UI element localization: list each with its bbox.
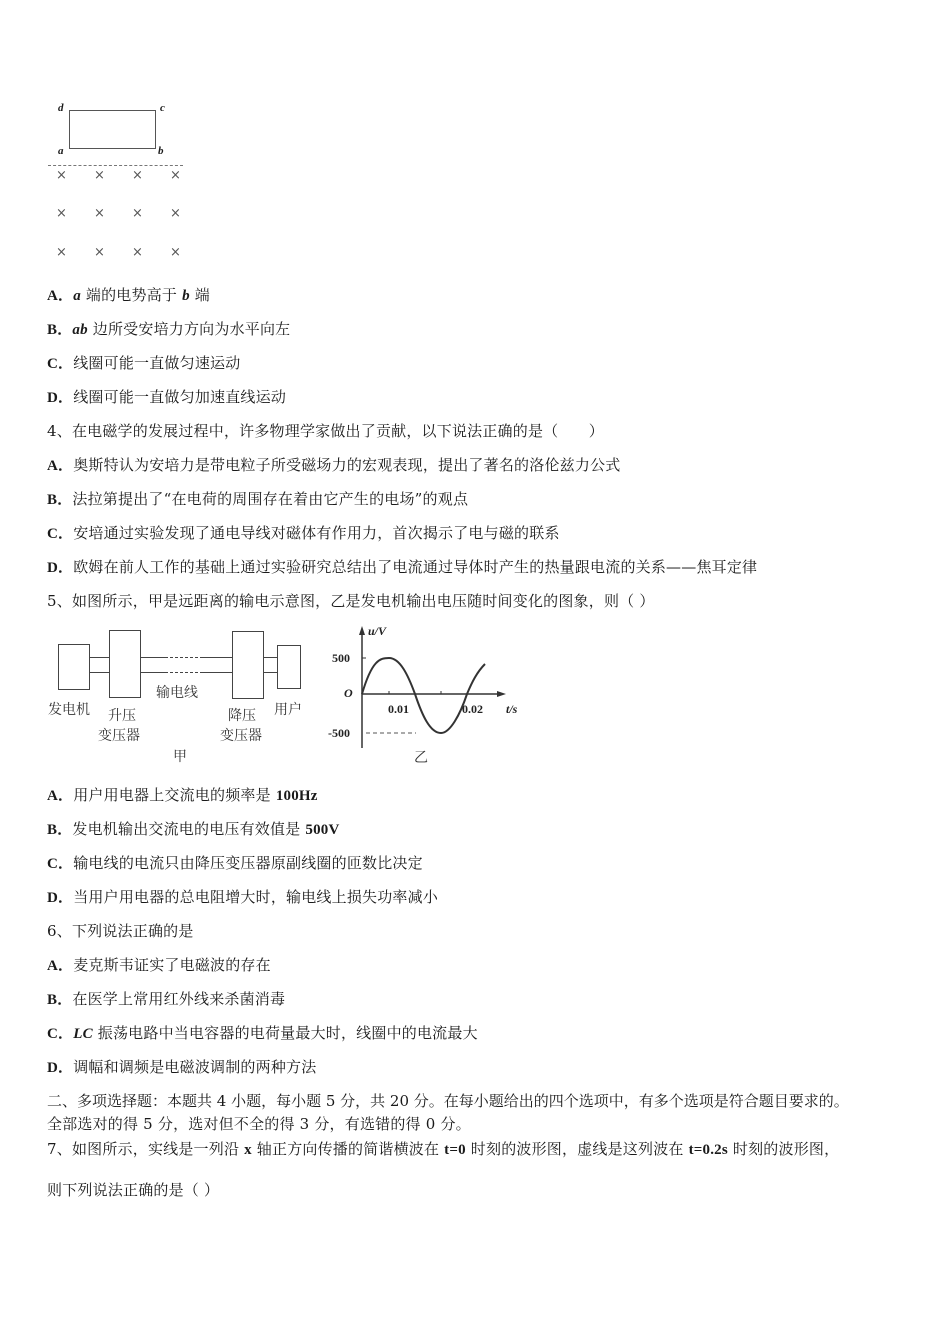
field-cross-icon: × — [170, 206, 181, 221]
q7-text: 7、如图所示，实线是一列沿 — [47, 1140, 245, 1158]
option-letter: D． — [47, 1060, 74, 1076]
option-value: 500V — [305, 822, 340, 838]
field-boundary-dashed-line — [48, 165, 183, 166]
wire — [263, 657, 277, 658]
section2-instructions-line1: 二、多项选择题：本题共 4 小题，每小题 5 分，共 20 分。在每小题给出的四个选项中，有多个选项是符合题目要求的。 — [47, 1092, 849, 1110]
q4-option-b — [47, 489, 468, 510]
option-letter: C． — [47, 856, 74, 872]
option-text: 调幅和调频是电磁波调制的两种方法 — [73, 1058, 317, 1076]
field-cross-icon: × — [170, 245, 181, 260]
user-box — [277, 645, 301, 689]
field-cross-icon: × — [170, 168, 181, 183]
option-text: 线圈可能一直做匀速运动 — [73, 354, 241, 372]
y-min-label: -500 — [328, 726, 350, 740]
q4-option-d — [47, 557, 757, 578]
label-d: d — [58, 102, 64, 114]
option-letter: A． — [47, 958, 74, 974]
field-cross-icon: × — [56, 206, 67, 221]
option-text: 输电线的电流只由降压变压器原副线圈的匝数比决定 — [73, 854, 423, 872]
field-cross-icon: × — [94, 168, 105, 183]
q3-option-b — [47, 319, 290, 340]
x-axis-label: t/s — [506, 702, 518, 716]
option-text: 安培通过实验发现了通电导线对磁体有作用力，首次揭示了电与磁的联系 — [73, 524, 560, 542]
option-letter: D． — [47, 560, 74, 576]
label-step-down-2: 变压器 — [220, 728, 262, 744]
option-text: 端 — [189, 286, 210, 304]
q7-stem-line2: 则下列说法正确的是（ ） — [47, 1181, 220, 1199]
option-letter: B． — [47, 492, 73, 508]
option-letter: C． — [47, 356, 74, 372]
label-transmission-line: 输电线 — [156, 685, 198, 701]
option-letter: C． — [47, 1026, 74, 1042]
caption-jia: 甲 — [173, 749, 187, 765]
q3-option-d — [47, 387, 286, 408]
q7-text: 轴正方向传播的简谐横波在 — [251, 1140, 445, 1158]
generator-box — [58, 644, 90, 690]
italic-symbol: ab — [72, 322, 88, 338]
q7-var-x: x — [244, 1142, 252, 1158]
option-letter: A． — [47, 788, 74, 804]
q7-text: 时刻的波形图， — [727, 1140, 840, 1158]
transmission-line — [140, 657, 168, 658]
option-text: 麦克斯韦证实了电磁波的存在 — [73, 956, 271, 974]
transmission-line-break — [170, 657, 198, 658]
option-text: 用户用电器上交流电的频率是 — [73, 786, 276, 804]
q7-time-0.2s: t=0.2s — [688, 1142, 728, 1158]
option-letter: C． — [47, 526, 74, 542]
option-text: 线圈可能一直做匀加速直线运动 — [73, 388, 287, 406]
origin-label: O — [344, 686, 353, 700]
x-tick-0.02: 0.02 — [462, 702, 483, 716]
coil-figure — [48, 100, 188, 265]
q7-time-0: t=0 — [444, 1142, 466, 1158]
transmission-line — [200, 657, 232, 658]
step-down-transformer-box — [232, 631, 264, 699]
label-a: a — [58, 145, 64, 157]
voltage-time-graph — [322, 620, 532, 770]
field-cross-icon: × — [132, 206, 143, 221]
wire — [89, 672, 109, 673]
q3-option-a — [47, 285, 210, 306]
option-text: 在医学上常用红外线来杀菌消毒 — [72, 990, 286, 1008]
q5-option-c — [47, 853, 423, 874]
q6-option-b — [47, 989, 285, 1010]
label-c: c — [160, 102, 165, 114]
label-b: b — [158, 145, 164, 157]
q3-option-c — [47, 353, 240, 374]
coil-rectangle — [69, 110, 156, 149]
transmission-line-break — [170, 672, 198, 673]
label-step-up-2: 变压器 — [98, 728, 140, 744]
q5-option-a — [47, 785, 318, 806]
option-letter: D． — [47, 890, 74, 906]
field-cross-icon: × — [94, 206, 105, 221]
transmission-line — [200, 672, 232, 673]
option-value: 100Hz — [275, 788, 318, 804]
label-user: 用户 — [274, 702, 302, 718]
italic-symbol: b — [182, 288, 190, 304]
q6-option-c — [47, 1023, 478, 1044]
section2-instructions-line2: 全部选对的得 5 分，选对但不全的得 3 分，有选错的得 0 分。 — [47, 1115, 471, 1133]
y-axis-label: u/V — [368, 624, 387, 638]
label-generator: 发电机 — [48, 702, 90, 718]
q4-stem: 4、在电磁学的发展过程中，许多物理学家做出了贡献，以下说法正确的是（ ） — [47, 422, 604, 440]
caption-yi: 乙 — [414, 750, 428, 766]
wire — [89, 657, 109, 658]
option-text: 奥斯特认为安培力是带电粒子所受磁场力的宏观表现，提出了著名的洛伦兹力公式 — [73, 456, 621, 474]
y-max-label: 500 — [332, 651, 350, 665]
q4-option-a — [47, 455, 620, 476]
field-cross-icon: × — [56, 168, 67, 183]
q6-stem: 6、下列说法正确的是 — [47, 922, 194, 940]
step-up-transformer-box — [109, 630, 141, 698]
option-text: 欧姆在前人工作的基础上通过实验研究总结出了电流通过导体时产生的热量跟电流的关系——焦耳定律 — [73, 558, 758, 576]
label-step-down-1: 降压 — [228, 708, 256, 724]
transmission-line — [140, 672, 168, 673]
q7-text: 时刻的波形图，虚线是这列波在 — [465, 1140, 689, 1158]
field-cross-icon: × — [94, 245, 105, 260]
option-text: 端的电势高于 — [80, 286, 183, 304]
q6-option-d — [47, 1057, 316, 1078]
option-letter: B． — [47, 322, 73, 338]
option-text: 振荡电路中当电容器的电荷量最大时，线圈中的电流最大 — [92, 1024, 478, 1042]
field-cross-icon: × — [56, 245, 67, 260]
option-letter: B． — [47, 992, 73, 1008]
option-letter: A． — [47, 458, 74, 474]
option-letter: B． — [47, 822, 73, 838]
q6-option-a — [47, 955, 271, 976]
q5-option-d — [47, 887, 438, 908]
option-text: 发电机输出交流电的电压有效值是 — [72, 820, 306, 838]
transmission-diagram — [48, 625, 318, 770]
wire — [263, 672, 277, 673]
x-tick-0.01: 0.01 — [388, 702, 409, 716]
option-letter: D． — [47, 390, 74, 406]
option-text: 当用户用电器的总电阻增大时，输电线上损失功率减小 — [73, 888, 439, 906]
option-text: 法拉第提出了“在电荷的周围存在着由它产生的电场”的观点 — [72, 490, 469, 508]
option-text: 边所受安培力方向为水平向左 — [87, 320, 291, 338]
q5-stem: 5、如图所示，甲是远距离的输电示意图，乙是发电机输出电压随时间变化的图象，则（ ） — [47, 592, 655, 610]
italic-symbol: LC — [73, 1026, 93, 1042]
field-cross-icon: × — [132, 168, 143, 183]
italic-symbol: a — [73, 288, 81, 304]
q7-stem-line1 — [47, 1139, 839, 1160]
option-letter: A． — [47, 288, 74, 304]
q4-option-c — [47, 523, 560, 544]
q5-option-b — [47, 819, 340, 840]
field-cross-icon: × — [132, 245, 143, 260]
label-step-up-1: 升压 — [108, 708, 136, 724]
